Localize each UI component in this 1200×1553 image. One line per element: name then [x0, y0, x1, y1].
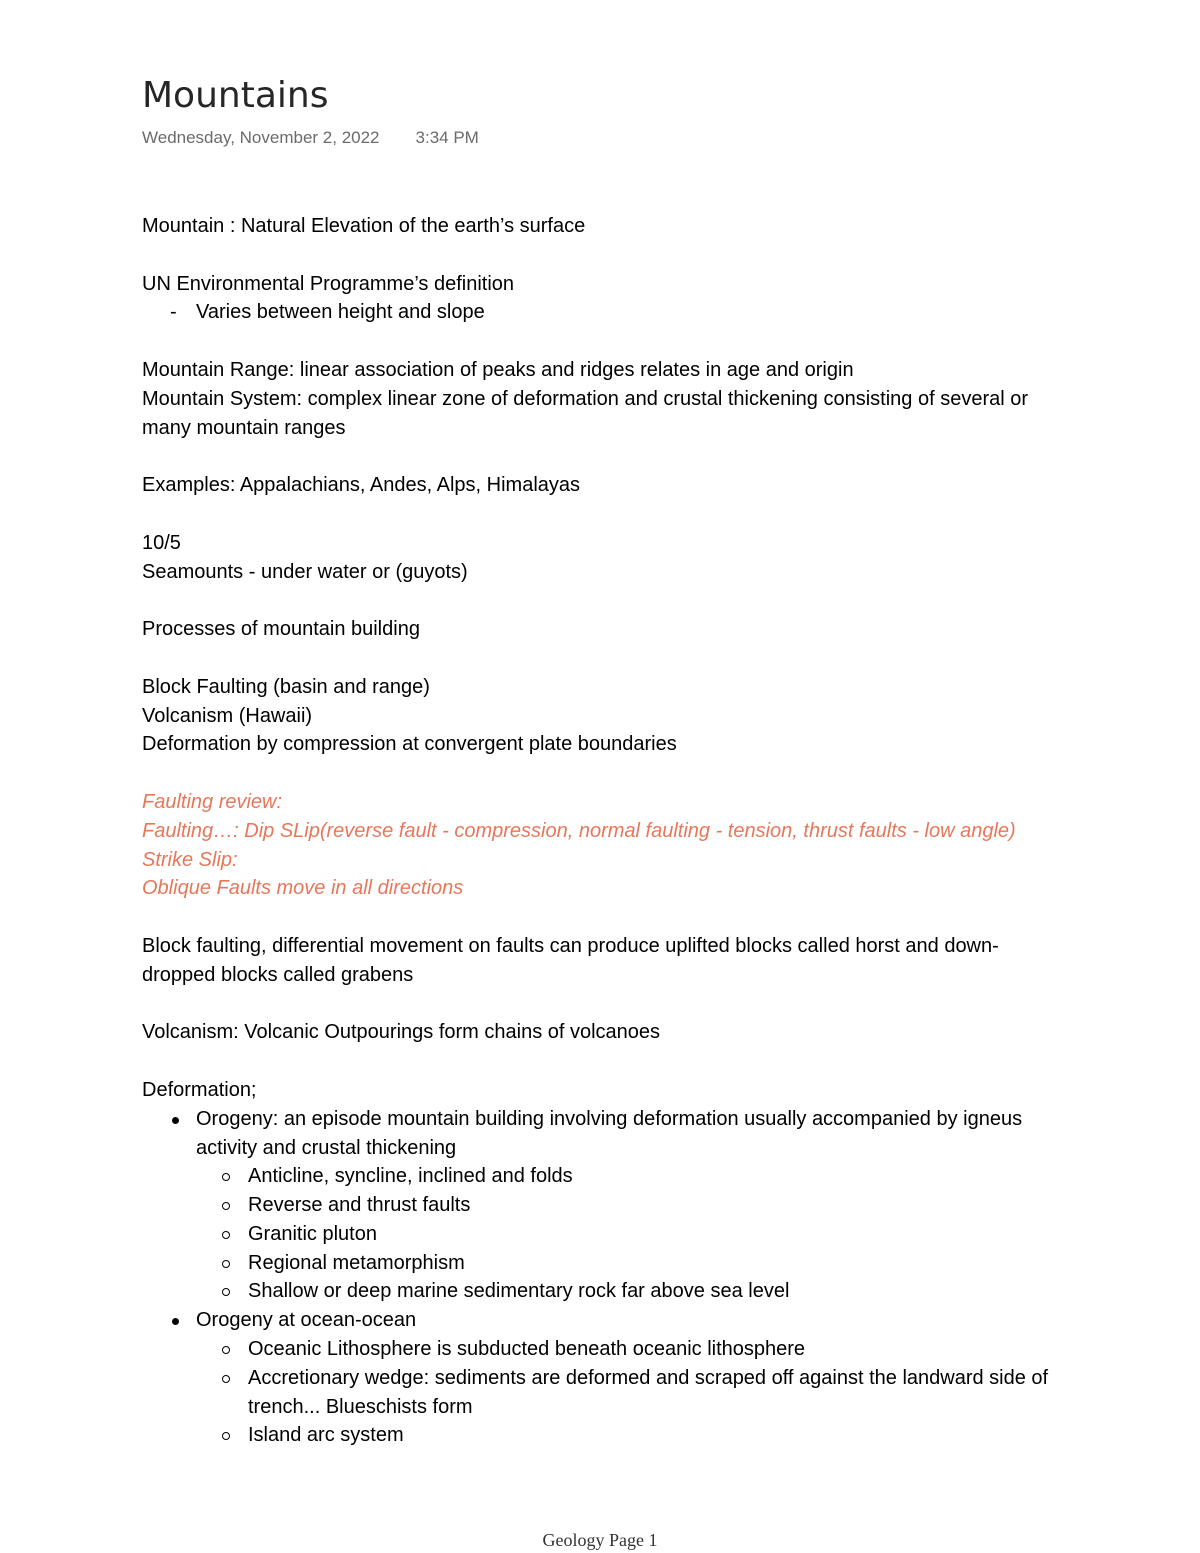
note-line: Deformation;: [142, 1078, 257, 1101]
sub-bullet-text: Accretionary wedge: sediments are deformed and scraped off against the landward side of trench... Blueschists form: [248, 1366, 1049, 1418]
note-line: Mountain Range: linear association of peaks and ridges relates in age and origin: [142, 358, 854, 381]
sub-bullet-text: Oceanic Lithosphere is subducted beneath oceanic lithosphere: [248, 1338, 806, 1361]
review-line: Strike Slip:: [142, 848, 238, 871]
dash-list-item: [142, 298, 1062, 327]
note-timestamp: [142, 126, 479, 150]
review-line: Faulting review:: [142, 790, 283, 813]
page-title: Mountains: [142, 75, 329, 116]
note-time: 3:34 PM: [415, 128, 479, 147]
note-line: Processes of mountain building: [142, 618, 420, 641]
note-line: Seamounts - under water or (guyots): [142, 560, 468, 583]
note-line: Examples: Appalachians, Andes, Alps, Himalayas: [142, 474, 581, 497]
bullet-item-ocean: [142, 1306, 1062, 1335]
circle-bullet-icon: [222, 1173, 230, 1181]
note-line: 10/5: [142, 531, 181, 554]
bullet-text: Orogeny at ocean-ocean: [196, 1309, 417, 1332]
circle-bullet-icon: [222, 1375, 230, 1383]
note-line: Deformation by compression at convergent plate boundaries: [142, 733, 677, 756]
note-line: Mountain System: complex linear zone of deformation and crustal thickening consisting of several or many mountain ranges: [142, 387, 1029, 439]
sub-bullet-text: Regional metamorphism: [248, 1251, 465, 1274]
note-line: Block Faulting (basin and range): [142, 675, 430, 698]
note-line: UN Environmental Programme’s definition: [142, 272, 515, 295]
dash-item-text: Varies between height and slope: [196, 301, 485, 324]
circle-bullet-icon: [222, 1202, 230, 1210]
note-date: Wednesday, November 2, 2022: [142, 128, 380, 147]
sub-bullet-text: Anticline, syncline, inclined and folds: [248, 1165, 573, 1188]
sub-bullet-item: [142, 1162, 1062, 1191]
note-line: Volcanism (Hawaii): [142, 704, 313, 727]
sub-bullet-text: Island arc system: [248, 1424, 404, 1447]
circle-bullet-icon: [222, 1432, 230, 1440]
sub-bullet-item: [142, 1335, 1062, 1364]
circle-bullet-icon: [222, 1260, 230, 1268]
note-line: Mountain : Natural Elevation of the earth’s surface: [142, 215, 586, 237]
note-body: [142, 212, 1062, 1450]
sub-bullet-text: Shallow or deep marine sedimentary rock far above sea level: [248, 1280, 790, 1303]
bullet-dot-icon: [172, 1318, 179, 1325]
sub-bullet-item: [142, 1364, 1062, 1422]
bullet-item-orogeny: [142, 1105, 1062, 1163]
bullet-text: Orogeny: an episode mountain building involving deformation usually accompanied by igneus activity and crustal thickening: [196, 1107, 1023, 1159]
review-line: Faulting…: Dip SLip(reverse fault - compression, normal faulting - tension, thrust faults - low angle): [142, 819, 1016, 842]
note-line: Block faulting, differential movement on faults can produce uplifted blocks called horst and down-dropped blocks called grabens: [142, 934, 999, 986]
note-line: Volcanism: Volcanic Outpourings form chains of volcanoes: [142, 1021, 661, 1044]
circle-bullet-icon: [222, 1231, 230, 1239]
sub-bullet-text: Reverse and thrust faults: [248, 1194, 471, 1217]
circle-bullet-icon: [222, 1288, 230, 1296]
sub-bullet-item: [142, 1421, 1062, 1450]
bullet-dot-icon: [172, 1117, 179, 1124]
sub-bullet-item: [142, 1220, 1062, 1249]
dash-marker: -: [170, 301, 177, 324]
page-footer: Geology Page 1: [542, 1530, 658, 1550]
review-line: Oblique Faults move in all directions: [142, 877, 464, 900]
sub-bullet-text: Granitic pluton: [248, 1222, 377, 1245]
sub-bullet-item: [142, 1277, 1062, 1306]
sub-bullet-item: [142, 1249, 1062, 1278]
circle-bullet-icon: [222, 1346, 230, 1354]
sub-bullet-item: [142, 1191, 1062, 1220]
